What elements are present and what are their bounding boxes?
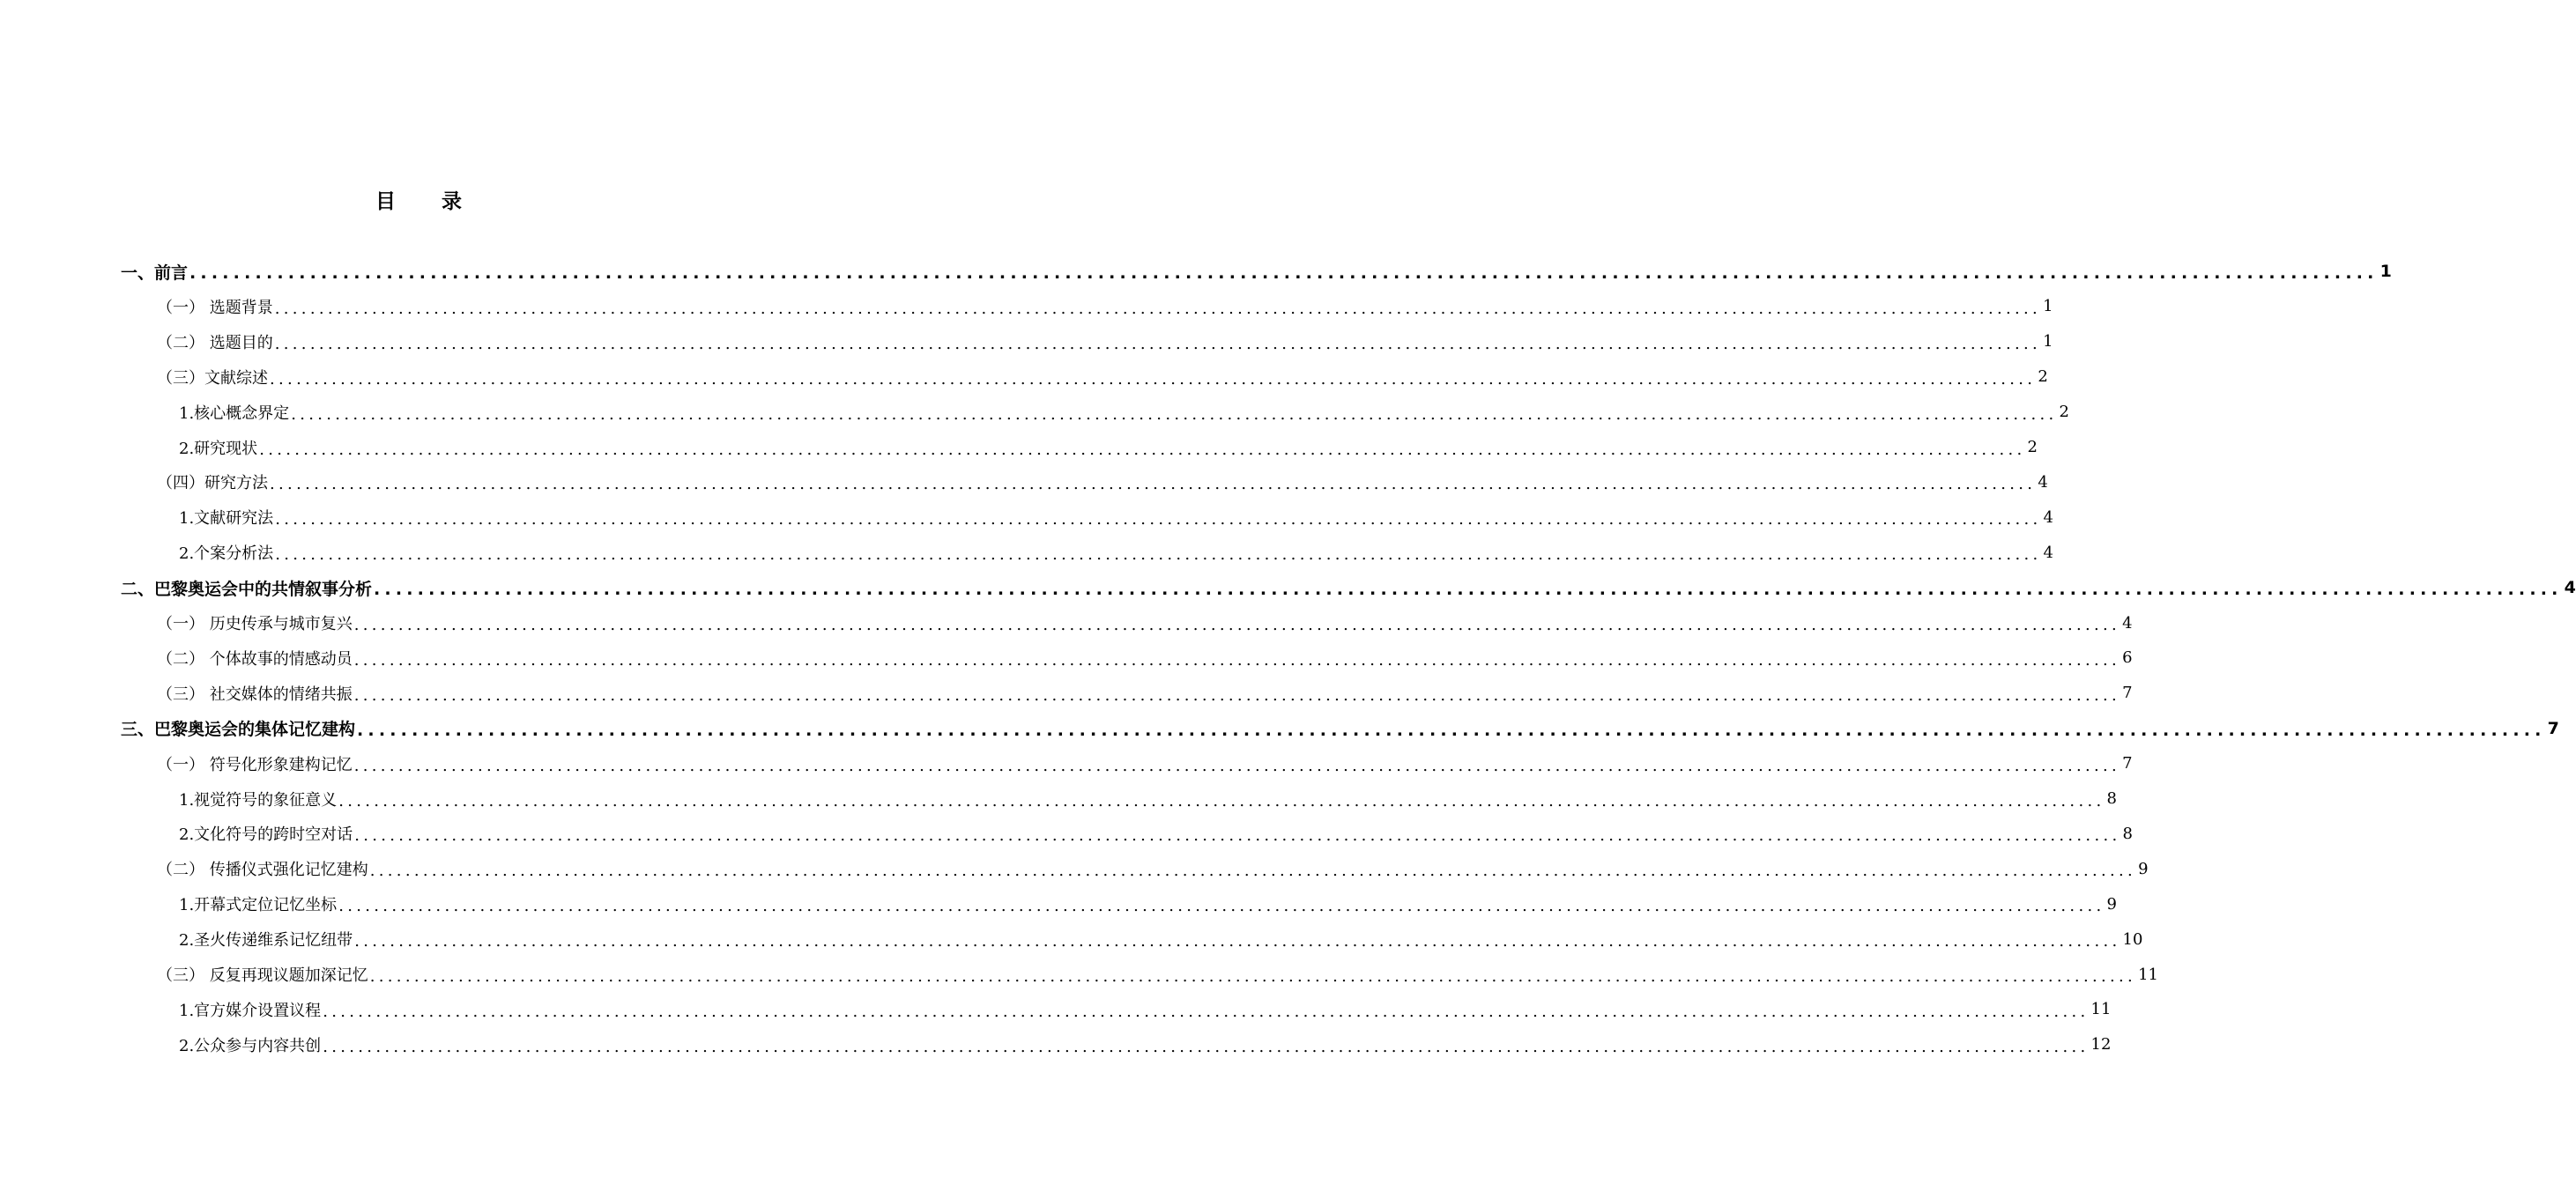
toc-entry-label: 1.官方媒介设置议程 (179, 1001, 322, 1020)
toc-entry-label: 2.圣火传递维系记忆纽带 (179, 931, 353, 951)
toc-dot-leader: ........................................................................................................................................................................................................ (270, 369, 2037, 388)
toc-dot-leader: ........................................................................................................................................................................................................ (338, 791, 2105, 810)
toc-entry-label: （二） 传播仪式强化记忆建构 (157, 861, 368, 880)
toc-entry-label: 2.公众参与内容共创 (179, 1036, 322, 1055)
toc-entry[interactable] (179, 500, 2053, 535)
toc-entry-page-number: 2 (2038, 367, 2048, 387)
toc-dot-leader: ........................................................................................................................................................................................................ (357, 720, 2546, 740)
toc-entry[interactable] (179, 992, 2112, 1027)
toc-entry-page-number: 8 (2106, 789, 2117, 808)
toc-entry-label: （二） 个体故事的情感动员 (157, 649, 353, 669)
toc-dot-leader: ........................................................................................................................................................................................................ (275, 545, 2042, 565)
toc-entry-page-number: 6 (2122, 648, 2133, 668)
toc-entry-label: （三） 反复再现议题加深记忆 (157, 966, 368, 985)
toc-entry-page-number: 8 (2122, 824, 2133, 843)
toc-dot-leader: ........................................................................................................................................................................................................ (354, 826, 2121, 846)
toc-entry-label: 1.视觉符号的象征意义 (179, 790, 338, 810)
toc-dot-leader: ........................................................................................................................................................................................................ (323, 1037, 2090, 1056)
toc-entry[interactable] (179, 886, 2117, 921)
toc-entry-label: 2.个案分析法 (179, 544, 274, 564)
toc-entry[interactable] (121, 711, 2559, 746)
toc-dot-leader: ........................................................................................................................................................................................................ (259, 440, 2026, 459)
toc-entry-page-number: 4 (2122, 613, 2133, 633)
toc-entry[interactable] (157, 464, 2048, 500)
toc-entry[interactable] (121, 570, 2576, 605)
toc-dot-leader: ........................................................................................................................................................................................................ (291, 404, 2058, 424)
toc-entry-label: （二） 选题目的 (157, 333, 273, 352)
toc-entry-page-number: 1 (2043, 332, 2053, 352)
toc-entry-page-number: 11 (2090, 1000, 2112, 1019)
toc-dot-leader: ........................................................................................................................................................................................................ (189, 263, 2379, 283)
toc-dot-leader: ........................................................................................................................................................................................................ (353, 650, 2121, 670)
toc-entry-page-number: 12 (2090, 1035, 2112, 1054)
toc-entry[interactable] (157, 746, 2133, 781)
toc-entry-label: 三、巴黎奥运会的集体记忆建构 (121, 720, 356, 740)
toc-dot-leader: ........................................................................................................................................................................................................ (369, 967, 2137, 986)
toc-entry-page-number: 7 (2122, 684, 2133, 703)
toc-entry-page-number: 9 (2138, 859, 2149, 878)
toc-entry-label: 2.文化符号的跨时空对话 (179, 825, 353, 845)
toc-entry-label: 2.研究现状 (179, 439, 258, 458)
toc-entry[interactable] (157, 605, 2133, 640)
toc-entry[interactable] (179, 816, 2133, 851)
toc-entry-label: （一） 符号化形象建构记忆 (157, 755, 353, 774)
toc-entry[interactable] (179, 1027, 2112, 1062)
toc-entry-page-number: 4 (2043, 507, 2053, 527)
toc-dot-leader: ........................................................................................................................................................................................................ (275, 510, 2042, 529)
toc-entry[interactable] (179, 781, 2117, 817)
page-title (0, 185, 837, 214)
toc-entry-label: 1.核心概念界定 (179, 403, 290, 423)
toc-entry[interactable] (179, 395, 2069, 430)
toc-dot-leader: ........................................................................................................................................................................................................ (369, 862, 2137, 881)
toc-dot-leader: ........................................................................................................................................................................................................ (338, 897, 2105, 916)
toc-entry-page-number: 1 (2043, 297, 2053, 316)
toc-entry-page-number: 4 (2564, 578, 2576, 598)
toc-entry[interactable] (157, 676, 2133, 711)
toc-entry-label: （三） 社交媒体的情绪共振 (157, 684, 353, 704)
toc-entry-label: （四）研究方法 (157, 474, 268, 493)
toc-entry[interactable] (179, 535, 2053, 570)
toc-entry-page-number: 10 (2122, 929, 2143, 949)
toc-entry-label: （三）文献综述 (157, 368, 268, 388)
toc-entry-page-number: 2 (2027, 438, 2038, 456)
toc-entry[interactable] (121, 254, 2392, 289)
toc-dot-leader: ........................................................................................................................................................................................................ (353, 616, 2121, 634)
toc-entry-page-number: 2 (2059, 403, 2069, 422)
toc-entry-label: 二、巴黎奥运会中的共情叙事分析 (121, 579, 373, 599)
toc-dot-leader: ........................................................................................................................................................................................................ (374, 580, 2563, 600)
toc-entry[interactable] (157, 851, 2149, 886)
toc-dot-leader: ........................................................................................................................................................................................................ (274, 299, 2042, 318)
toc-dot-leader: ........................................................................................................................................................................................................ (274, 334, 2042, 353)
page-title-left: 目 (375, 190, 396, 213)
toc-dot-leader: ........................................................................................................................................................................................................ (270, 475, 2037, 494)
toc-entry[interactable] (157, 640, 2133, 676)
toc-entry-label: 1.开幕式定位记忆坐标 (179, 896, 338, 915)
toc-entry[interactable] (157, 289, 2053, 324)
toc-dot-leader: ........................................................................................................................................................................................................ (353, 685, 2121, 705)
toc-entry[interactable] (157, 359, 2048, 395)
toc-entry-page-number: 4 (2043, 543, 2053, 562)
toc-entry-page-number: 1 (2379, 262, 2392, 281)
toc-entry-page-number: 11 (2138, 965, 2158, 984)
page-title-right: 录 (442, 190, 462, 213)
toc-entry[interactable] (179, 921, 2143, 957)
toc-entry-label: 一、前言 (121, 263, 189, 283)
toc-dot-leader: ........................................................................................................................................................................................................ (354, 932, 2121, 951)
toc-entry[interactable] (157, 324, 2053, 359)
toc-entry-page-number: 7 (2547, 718, 2559, 738)
toc-entry-label: （一） 历史传承与城市复兴 (157, 615, 353, 633)
toc-dot-leader: ........................................................................................................................................................................................................ (353, 756, 2121, 775)
toc-entry-page-number: 4 (2038, 472, 2048, 492)
toc-entry[interactable] (157, 957, 2158, 992)
toc-entry-page-number: 9 (2106, 894, 2117, 914)
toc-dot-leader: ........................................................................................................................................................................................................ (323, 1002, 2090, 1021)
toc-entry-page-number: 7 (2122, 754, 2133, 773)
toc-entry-label: 1.文献研究法 (179, 509, 274, 529)
toc-entry-label: （一） 选题背景 (157, 298, 273, 317)
toc-entry[interactable] (179, 430, 2038, 465)
